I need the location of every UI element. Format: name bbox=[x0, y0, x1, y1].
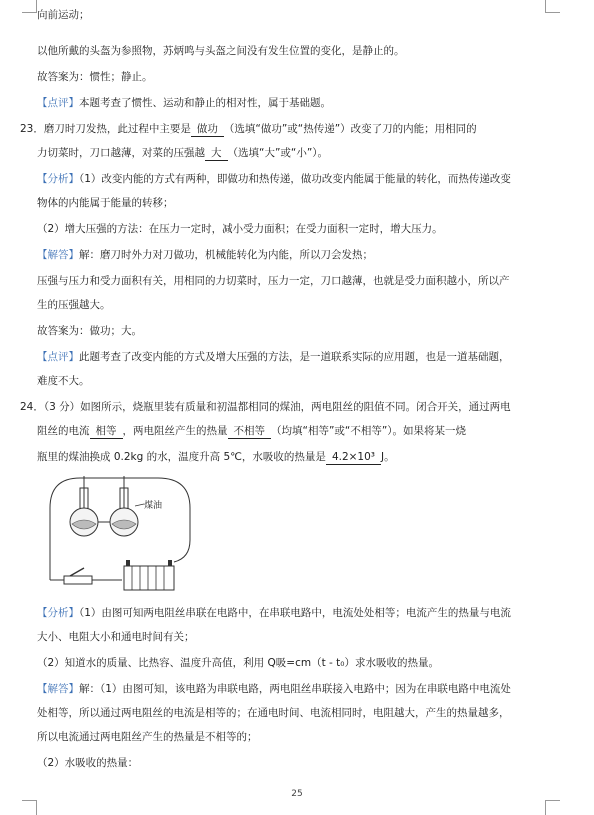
section-tag: 【分析】 bbox=[37, 173, 79, 185]
page-number: 25 bbox=[291, 789, 303, 799]
text-segment: 压强与压力和受力面积有关，用相同的力切菜时，压力一定，刀口越薄，也就是受力面积越小，所以产 bbox=[37, 275, 510, 287]
text-segment: 物体的内能属于能量的转移； bbox=[37, 197, 174, 209]
text-segment: （均填“相等”或“不相等”）。如果将某一烧 bbox=[271, 425, 467, 437]
corner-mark-top-right bbox=[545, 0, 560, 13]
text-line bbox=[37, 656, 439, 670]
flask-right bbox=[110, 476, 138, 536]
text-segment: 解：（1）由图可知，该电路为串联电路，两电阻丝串联接入电路中；因为在串联电路中电流处 bbox=[79, 683, 511, 695]
text-segment: 生的压强越大。 bbox=[37, 299, 111, 311]
text-line bbox=[37, 682, 511, 696]
corner-mark-top-left bbox=[22, 0, 37, 13]
switch bbox=[64, 568, 92, 584]
text-segment: （2）知道水的质量、比热容、温度升高值，利用 Q吸=cm（t - t₀）求水吸收的热量。 bbox=[37, 657, 439, 669]
text-line bbox=[37, 8, 90, 22]
answer-blank: 不相等 bbox=[228, 424, 272, 439]
text-segment: 23．磨刀时刀发热，此过程中主要是 bbox=[20, 123, 191, 135]
text-segment: 向前运动； bbox=[37, 9, 90, 21]
text-segment: 所以电流通过两电阻丝产生的热量是不相等的； bbox=[37, 731, 258, 743]
text-segment: 解：磨刀时外力对刀做功，机械能转化为内能，所以刀会发热； bbox=[79, 249, 373, 261]
section-tag: 【点评】 bbox=[37, 351, 79, 363]
text-line bbox=[37, 606, 511, 620]
text-line bbox=[37, 248, 373, 262]
text-line bbox=[37, 44, 405, 58]
text-segment: 故答案为：惯性；静止。 bbox=[37, 71, 153, 83]
text-line bbox=[37, 222, 443, 236]
text-line bbox=[37, 756, 138, 770]
text-line bbox=[37, 450, 395, 465]
text-line bbox=[37, 374, 90, 388]
text-segment: 24．（3 分）如图所示，烧瓶里装有质量和初温都相同的煤油，两电阻丝的阻值不同。闭合开关，通过两电 bbox=[20, 401, 511, 413]
section-tag: 【解答】 bbox=[37, 249, 79, 261]
text-segment: （2）增大压强的方法：在压力一定时，减小受力面积；在受力面积一定时，增大压力。 bbox=[37, 223, 443, 235]
text-segment: 故答案为：做功；大。 bbox=[37, 325, 142, 337]
text-segment: 大小、电阻大小和通电时间有关； bbox=[37, 631, 195, 643]
text-segment: J。 bbox=[381, 451, 395, 463]
text-segment: 处相等，所以通过两电阻丝的电流是相等的；在通电时间、电流相同时，电阻越大，产生的热量越多， bbox=[37, 707, 510, 719]
answer-blank: 相等 bbox=[90, 424, 123, 439]
answer-blank: 大 bbox=[205, 146, 228, 161]
text-line bbox=[37, 730, 258, 744]
text-line bbox=[37, 96, 331, 110]
text-line bbox=[37, 324, 142, 338]
text-segment: 力切菜时，刀口越薄，对菜的压强越 bbox=[37, 147, 205, 159]
text-line bbox=[37, 706, 510, 720]
text-segment: （1）改变内能的方式有两种，即做功和热传递，做功改变内能属于能量的转化，而热传递改变 bbox=[79, 173, 511, 185]
figure-label-kerosene: 煤油 bbox=[144, 501, 163, 511]
text-line bbox=[37, 424, 466, 439]
text-line bbox=[20, 122, 477, 137]
answer-blank: 4.2×10³ bbox=[326, 450, 381, 465]
text-segment: （2）水吸收的热量： bbox=[37, 757, 139, 769]
battery bbox=[124, 560, 174, 590]
text-line bbox=[37, 298, 111, 312]
text-segment: 以他所戴的头盔为参照物，苏炳鸣与头盔之间没有发生位置的变化，是静止的。 bbox=[37, 45, 405, 57]
answer-blank: 做功 bbox=[191, 122, 224, 137]
text-segment: （1）由图可知两电阻丝串联在电路中，在串联电路中，电流处处相等；电流产生的热量与电流 bbox=[79, 607, 511, 619]
text-line bbox=[37, 70, 153, 84]
text-line bbox=[37, 350, 510, 364]
text-segment: 此题考查了改变内能的方式及增大压强的方法，是一道联系实际的应用题，也是一道基础题， bbox=[79, 351, 510, 363]
text-line bbox=[37, 274, 510, 288]
text-segment: （选填“做功”或“热传递”）改变了刀的内能；用相同的 bbox=[223, 123, 477, 135]
section-tag: 【分析】 bbox=[37, 607, 79, 619]
text-segment: （选填“大”或“小”）。 bbox=[227, 147, 329, 159]
text-segment: 阻丝的电流 bbox=[37, 425, 90, 437]
text-line bbox=[37, 630, 195, 644]
text-line bbox=[20, 400, 511, 414]
text-segment: 本题考查了惯性、运动和静止的相对性，属于基础题。 bbox=[79, 97, 331, 109]
text-line bbox=[37, 196, 174, 210]
text-segment: ，两电阻丝产生的热量 bbox=[122, 425, 228, 437]
circuit-figure bbox=[40, 468, 200, 596]
corner-mark-bottom-right bbox=[545, 800, 560, 815]
section-tag: 【点评】 bbox=[37, 97, 79, 109]
text-line bbox=[37, 146, 328, 161]
text-segment: 瓶里的煤油换成 0.2kg 的水，温度升高 5℃，水吸收的热量是 bbox=[37, 451, 326, 463]
flask-left bbox=[70, 476, 98, 536]
text-line bbox=[37, 172, 511, 186]
text-segment: 难度不大。 bbox=[37, 375, 90, 387]
corner-mark-bottom-left bbox=[22, 800, 37, 815]
section-tag: 【解答】 bbox=[37, 683, 79, 695]
